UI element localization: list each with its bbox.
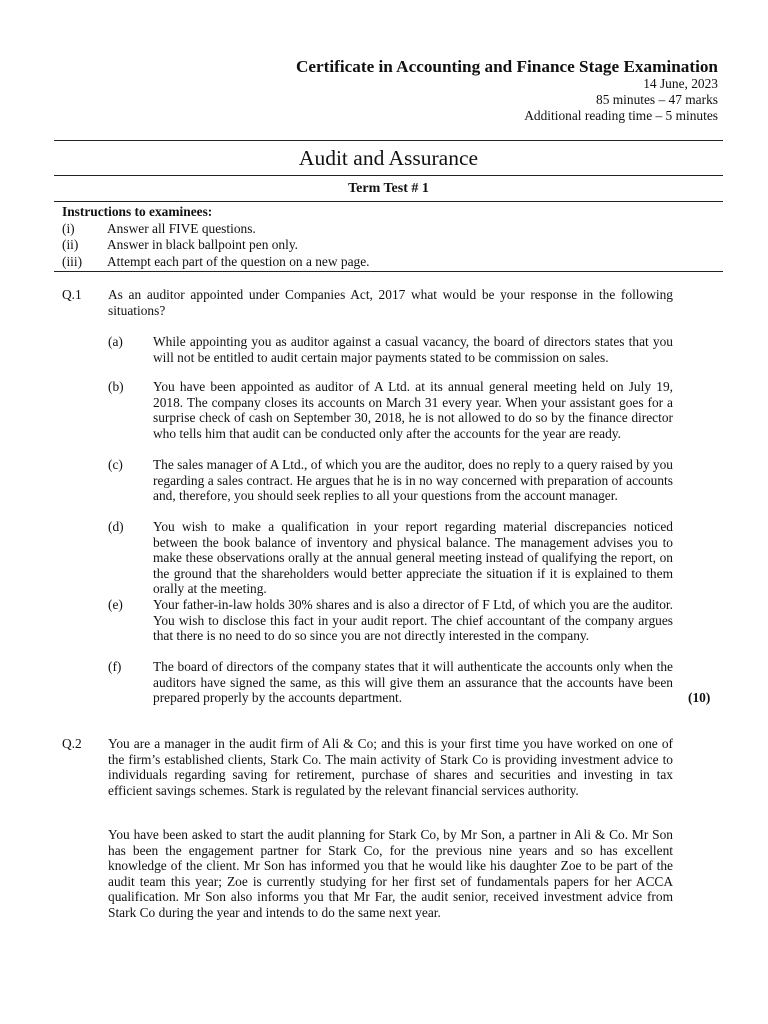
part-label: (d) xyxy=(108,519,124,534)
part-label: (b) xyxy=(108,379,124,394)
instruction-number: (iii) xyxy=(62,253,83,269)
question-1-text: As an auditor appointed under Companies Act, 2017 what would be your response in the following situations? xyxy=(108,287,673,318)
part-label: (f) xyxy=(108,659,122,674)
instruction-text: Attempt each part of the question on a new page. xyxy=(107,253,370,269)
divider xyxy=(54,201,723,202)
instruction-text: Answer all FIVE questions. xyxy=(107,220,256,236)
instruction-number: (ii) xyxy=(62,237,79,252)
part-label: (a) xyxy=(108,334,123,349)
instruction-number: (i) xyxy=(62,220,75,236)
part-text: The sales manager of A Ltd., of which you are the auditor, does no reply to a query raised by you regarding a sales contract. He argues that he is in no way concerned with preparation of accounts and, therefore, you should seek replies to all your questions from the account manager. xyxy=(153,457,673,504)
instructions-heading: Instructions to examinees: xyxy=(62,204,213,219)
part-text: While appointing you as auditor against a casual vacancy, the board of directors states that you will not be entitled to audit certain major payments stated to be commission on sales. xyxy=(153,334,673,365)
instruction-item xyxy=(62,221,370,238)
subject-title: Audit and Assurance xyxy=(298,146,479,170)
part-text: The board of directors of the company states that it will authenticate the accounts only when the auditors have signed the same, as this will give them an assurance that the accounts have been prepared properly by the accounts department. xyxy=(153,659,673,706)
exam-date: 14 June, 2023 xyxy=(643,76,718,91)
exam-meta xyxy=(524,76,718,124)
divider xyxy=(54,175,723,176)
instructions xyxy=(62,204,370,270)
divider xyxy=(54,271,723,272)
instruction-text: Answer in black ballpoint pen only. xyxy=(107,237,299,252)
exam-reading-time: Additional reading time – 5 minutes xyxy=(524,108,718,123)
question-2-paragraph-2: You have been asked to start the audit planning for Stark Co, by Mr Son, a partner in Ali & Co. Mr Son has been the engagement partner for Stark Co, for the previous nine years and so has excellent knowledge of the client. Mr Son has informed you that he would like his daughter Zoe to be part of the audit team this year; Zoe is currently studying for her first set of fundamentals papers for her ACCA qualification. Mr Son also informs you that Mr Far, the audit senior, received investment advice from Stark Co during the year and intends to do the same next year. xyxy=(108,827,673,920)
question-1-number: Q.1 xyxy=(62,287,82,302)
exam-duration: 85 minutes – 47 marks xyxy=(596,92,718,107)
question-2-number: Q.2 xyxy=(62,736,82,751)
exam-title: Certificate in Accounting and Finance Stage Examination xyxy=(295,57,718,76)
part-text: Your father-in-law holds 30% shares and is also a director of F Ltd, of which you are the auditor. You wish to disclose this fact in your audit report. The chief accountant of the company argues that there is no need to do so since you are not directly interested in the company. xyxy=(153,597,673,644)
part-label: (c) xyxy=(108,457,123,472)
instruction-item xyxy=(62,237,370,254)
part-label: (e) xyxy=(108,597,123,612)
instruction-item xyxy=(62,254,370,271)
question-1-marks: (10) xyxy=(688,690,711,705)
part-text: You wish to make a qualification in your report regarding material discrepancies noticed between the book balance of inventory and physical balance. The management advises you to make these observations orally at the annual general meeting instead of qualifying the report, on the ground that the shareholders would better appreciate the situation if it is explained to them orally at the meeting. xyxy=(153,519,673,597)
question-2-paragraph-1: You are a manager in the audit firm of Ali & Co; and this is your first time you have worked on one of the firm’s established clients, Stark Co. The main activity of Stark Co is providing investment advice to individuals regarding saving for retirement, purchase of shares and securities and investing in tax efficient savings schemes. Stark is regulated by the relevant financial services authority. xyxy=(108,736,673,798)
term-test-title: Term Test # 1 xyxy=(348,181,429,196)
part-text: You have been appointed as auditor of A Ltd. at its annual general meeting held on July 19, 2018. The company closes its accounts on March 31 every year. When your assistant goes for a surprise check of cash on September 30, 2018, he is not allowed to do so by the finance director who tells him that audit can be conducted only after the accounts for the year are ready. xyxy=(153,379,673,441)
divider xyxy=(54,140,723,141)
